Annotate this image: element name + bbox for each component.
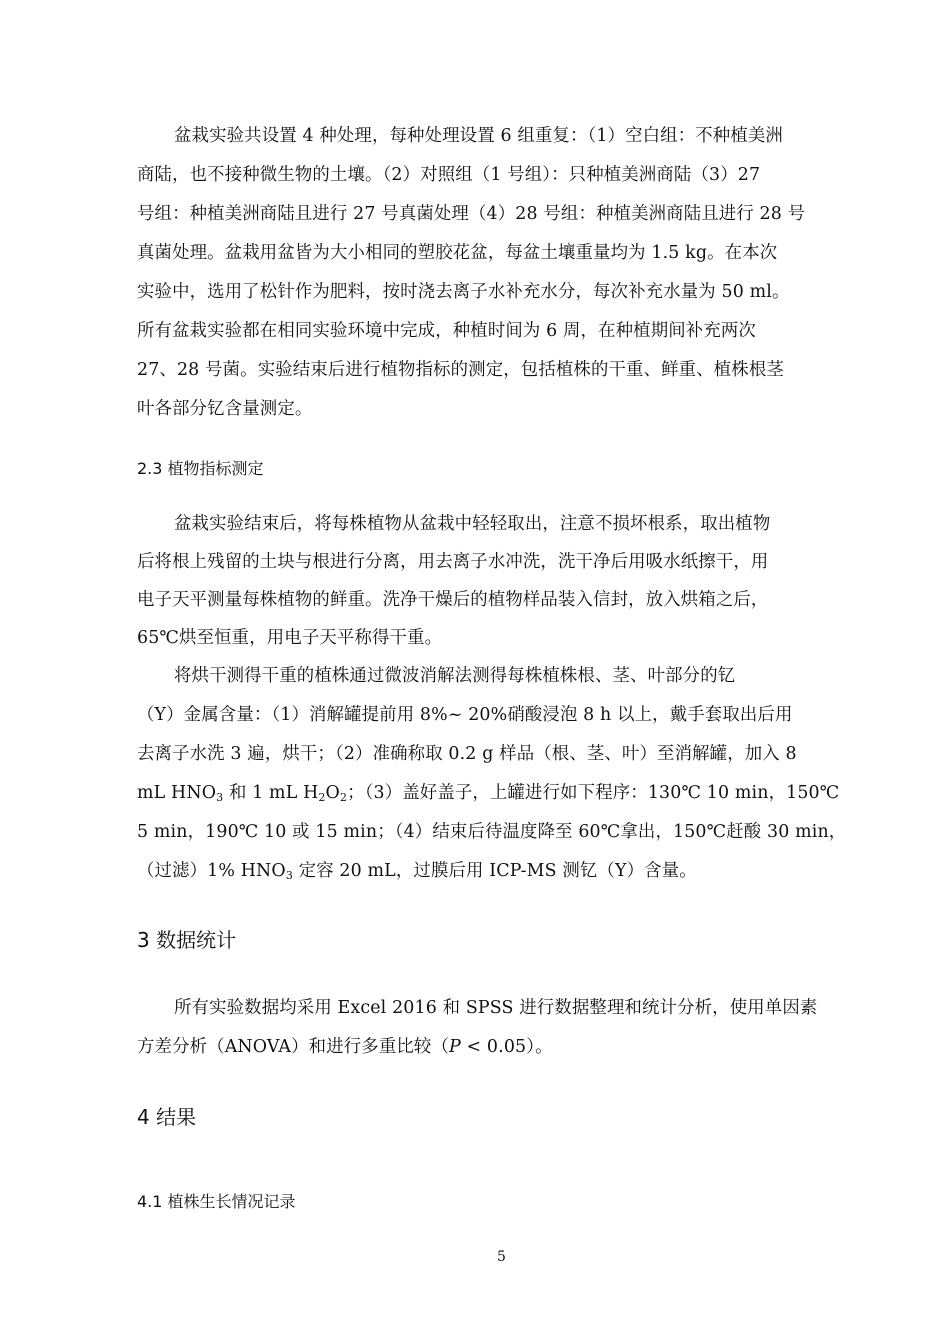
para3-line-4-part-c: O (325, 783, 340, 803)
para3-line-4-part-d: ；（3）盖好盖子，上罐进行如下程序：130℃ 10 min，150℃ (347, 783, 840, 803)
section-heading-2-3: 2.3 植物指标测定 (137, 459, 264, 478)
para1-line-7: 27、28 号菌。实验结束后进行植物指标的测定，包括植株的干重、鲜重、植株根茎 (137, 360, 784, 380)
hno3-subscript-2: 3 (285, 869, 293, 882)
o2-subscript: 2 (339, 791, 348, 804)
para3-line-1: 将烘干测得干重的植株通过微波消解法测得每株植株根、茎、叶部分的钇 (174, 666, 736, 686)
para3-line-4 (137, 781, 839, 805)
para3-line-4-part-b: 和 1 mL H (223, 783, 319, 803)
para1-line-5: 实验中，选用了松针作为肥料，按时浇去离子水补充水分，每次补充水量为 50 ml。 (137, 282, 790, 302)
para2-line-4: 65℃烘至恒重，用电子天平称得干重。 (137, 628, 443, 648)
para3-line-3: 去离子水洗 3 遍，烘干；（2）准确称取 0.2 g 样品（根、茎、叶）至消解罐，加入 8 (137, 744, 797, 764)
para4-line-1: 所有实验数据均采用 Excel 2016 和 SPSS 进行数据整理和统计分析，使用单因素 (174, 998, 818, 1018)
para1-line-4: 真菌处理。盆栽用盆皆为大小相同的塑胶花盆，每盆土壤重量均为 1.5 kg。在本次 (137, 243, 778, 263)
para1-line-2: 商陆，也不接种微生物的土壤。（2）对照组（1 号组）：只种植美洲商陆（3）27 (137, 165, 761, 185)
para3-line-2: （Y）金属含量：（1）消解罐提前用 8%~ 20%硝酸浸泡 8 h 以上，戴手套取出后用 (137, 705, 793, 725)
para2-line-1: 盆栽实验结束后，将每株植物从盆栽中轻轻取出，注意不损坏根系，取出植物 (174, 514, 771, 534)
para3-line-6 (137, 859, 697, 883)
para1-line-1: 盆栽实验共设置 4 种处理，每种处理设置 6 组重复：（1）空白组：不种植美洲 (174, 126, 783, 146)
para4-line-2-part-b: < 0.05）。 (460, 1037, 553, 1057)
h2-subscript: 2 (318, 791, 326, 804)
para1-line-6: 所有盆栽实验都在相同实验环境中完成，种植时间为 6 周，在种植期间补充两次 (137, 321, 756, 341)
para2-line-2: 后将根上残留的土块与根进行分离，用去离子水冲洗，洗干净后用吸水纸擦干，用 (137, 552, 769, 572)
hno3-subscript: 3 (216, 791, 224, 804)
para3-line-6-part-b: 定容 20 mL，过膜后用 ICP-MS 测钇（Y）含量。 (292, 861, 697, 881)
para3-line-5: 5 min，190℃ 10 或 15 min；（4）结束后待温度降至 60℃拿出，150℃赶酸 30 min， (137, 822, 847, 842)
para2-line-3: 电子天平测量每株植物的鲜重。洗净干燥后的植物样品装入信封，放入烘箱之后， (137, 590, 769, 610)
para4-line-2 (137, 1035, 553, 1059)
section-heading-4-1: 4.1 植株生长情况记录 (137, 1192, 296, 1211)
section-heading-3: 3 数据统计 (137, 928, 237, 952)
section-heading-4: 4 结果 (137, 1105, 197, 1129)
para1-line-3: 号组：种植美洲商陆且进行 27 号真菌处理（4）28 号组：种植美洲商陆且进行 28 号 (137, 204, 806, 224)
page-number: 5 (497, 1249, 506, 1265)
p-value-symbol: P (448, 1037, 461, 1057)
para1-line-8: 叶各部分钇含量测定。 (137, 399, 313, 419)
para4-line-2-part-a: 方差分析（ANOVA）和进行多重比较（ (137, 1037, 449, 1057)
para3-line-4-part-a: mL HNO (137, 783, 217, 803)
para3-line-6-part-a: （过滤）1% HNO (137, 861, 286, 881)
